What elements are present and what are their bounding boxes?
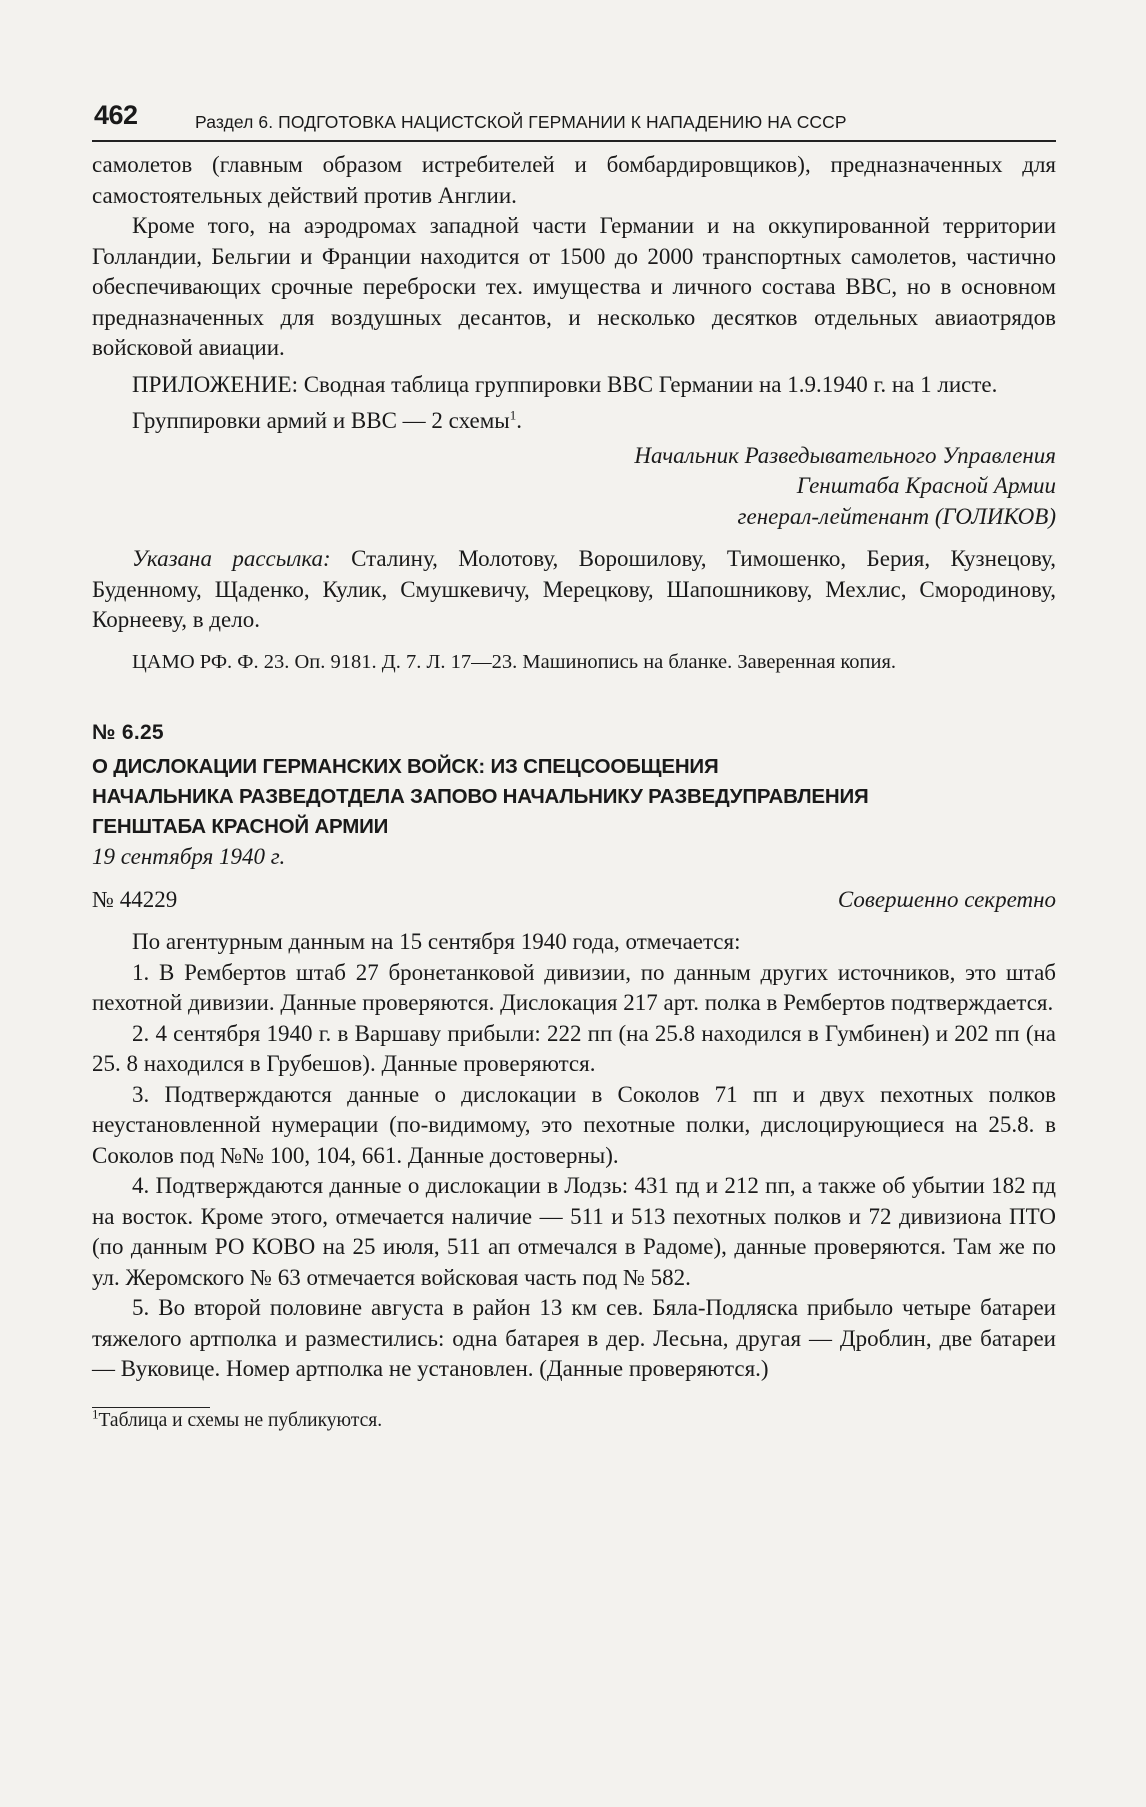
- report-item-4: 4. Подтверждаются данные о дислокации в Лодзь: 431 пд и 212 пп, а также об убытии 182 пд на восток. Кроме этого, отмечается наличие — 511 и 513 пехотных полков и 72 дивизиона ПТО (по данным РО КОВО на 25 июля, 511 ап отмечался в Радоме), данные проверяются. Там же по ул. Жеромского № 63 отмечается войсковая часть под № 582.: [92, 1173, 1056, 1290]
- page-body: [92, 150, 1056, 1434]
- report-item-5: 5. Во второй половине августа в район 13 км сев. Бяла-Подляска прибыло четыре батареи тяжелого артполка и разместились: одна батарея в дер. Лесьна, другая — Дроблин, две батареи — Вуковице. Номер артполка не установлен. (Данные проверяются.): [92, 1295, 1056, 1381]
- schemes-text: Группировки армий и ВВС — 2 схемы: [132, 408, 510, 433]
- page-number: 462: [94, 100, 138, 130]
- paragraph-continued: самолетов (главным образом истребителей и бомбардировщиков), предназначенных для самостоятельных действий против Англии.: [92, 152, 1056, 208]
- paragraph-transport-aircraft: Кроме того, на аэродромах западной части Германии и на оккупированной территории Голландии, Бельгии и Франции находится от 1500 до 2000 транспортных самолетов, частично обеспечивающих срочные переброски тех. имущества и личного состава ВВС, но в основном предназначенных для воздушных десантов, и несколько десятков отдельных авиаотрядов войсковой авиации.: [92, 213, 1056, 360]
- document-date: 19 сентября 1940 г.: [92, 844, 286, 869]
- schemes-end: .: [516, 408, 522, 433]
- classification-mark: Совершенно секретно: [837, 886, 1056, 912]
- footnote-ref: 1: [509, 407, 517, 423]
- distribution-list: [92, 544, 1056, 636]
- document-title-line-1: О ДИСЛОКАЦИИ ГЕРМАНСКИХ ВОЙСК: ИЗ СПЕЦСООБЩЕНИЯ: [92, 755, 719, 778]
- paragraph-appendix: ПРИЛОЖЕНИЕ: Сводная таблица группировки ВВС Германии на 1.9.1940 г. на 1 листе.: [132, 371, 998, 397]
- signature-line-1: Начальник Разведывательного Управления: [634, 442, 1056, 468]
- paragraph-schemes: [92, 406, 1056, 437]
- document-title-line-3: ГЕНШТАБА КРАСНОЙ АРМИИ: [92, 815, 389, 838]
- footnote-mark: 1: [92, 1406, 99, 1421]
- document-title: [92, 752, 1056, 842]
- report-item-2: 2. 4 сентября 1940 г. в Варшаву прибыли: 222 пп (на 25.8 находился в Гумбинен) и 202 пп (на 25. 8 находился в Грубешов). Данные проверяются.: [92, 1020, 1056, 1076]
- report-item-1: 1. В Рембертов штаб 27 бронетанковой дивизии, по данным других источников, это штаб пехотной дивизии. Данные проверяются. Дислокация 217 арт. полка в Рембертов подтверждается.: [92, 959, 1056, 1015]
- signature-line-3: генерал-лейтенант (ГОЛИКОВ): [737, 503, 1056, 529]
- report-intro: По агентурным данным на 15 сентября 1940 года, отмечается:: [132, 929, 741, 954]
- running-head: Раздел 6. ПОДГОТОВКА НАЦИСТСКОЙ ГЕРМАНИИ К НАПАДЕНИЮ НА СССР: [195, 112, 847, 132]
- signature-block: [92, 441, 1056, 533]
- page-header: [92, 100, 1056, 142]
- footnote-text: Таблица и схемы не публикуются.: [98, 1409, 383, 1431]
- footnote: [92, 1408, 1056, 1434]
- signature-line-2: Генштаба Красной Армии: [796, 473, 1056, 498]
- distribution-label: Указана рассылка:: [132, 546, 331, 571]
- document-title-line-2: НАЧАЛЬНИКА РАЗВЕДОТДЕЛА ЗАПОВО НАЧАЛЬНИКУ РАЗВЕДУПРАВЛЕНИЯ: [92, 785, 869, 808]
- reference-line: [92, 885, 1056, 916]
- document-number: № 6.25: [92, 720, 164, 744]
- report-item-3: 3. Подтверждаются данные о дислокации в Соколов 71 пп и двух пехотных полков неустановленной нумерации (по-видимому, это пехотные полки, дислоцирующиеся на 25.8. в Соколов под №№ 100, 104, 661. Данные достоверны).: [92, 1081, 1056, 1168]
- archive-reference: ЦАМО РФ. Ф. 23. Оп. 9181. Д. 7. Л. 17—23. Машинопись на бланке. Заверенная копия.: [132, 650, 897, 673]
- reference-number: № 44229: [92, 886, 178, 912]
- distribution-text: Сталину, Молотову, Ворошилову, Тимошенко, Берия, Кузнецову, Буденному, Щаденко, Кулик, Смушкевичу, Мерецкову, Шапошникову, Мехлис, Смородинову, Корнееву, в дело.: [92, 546, 1056, 632]
